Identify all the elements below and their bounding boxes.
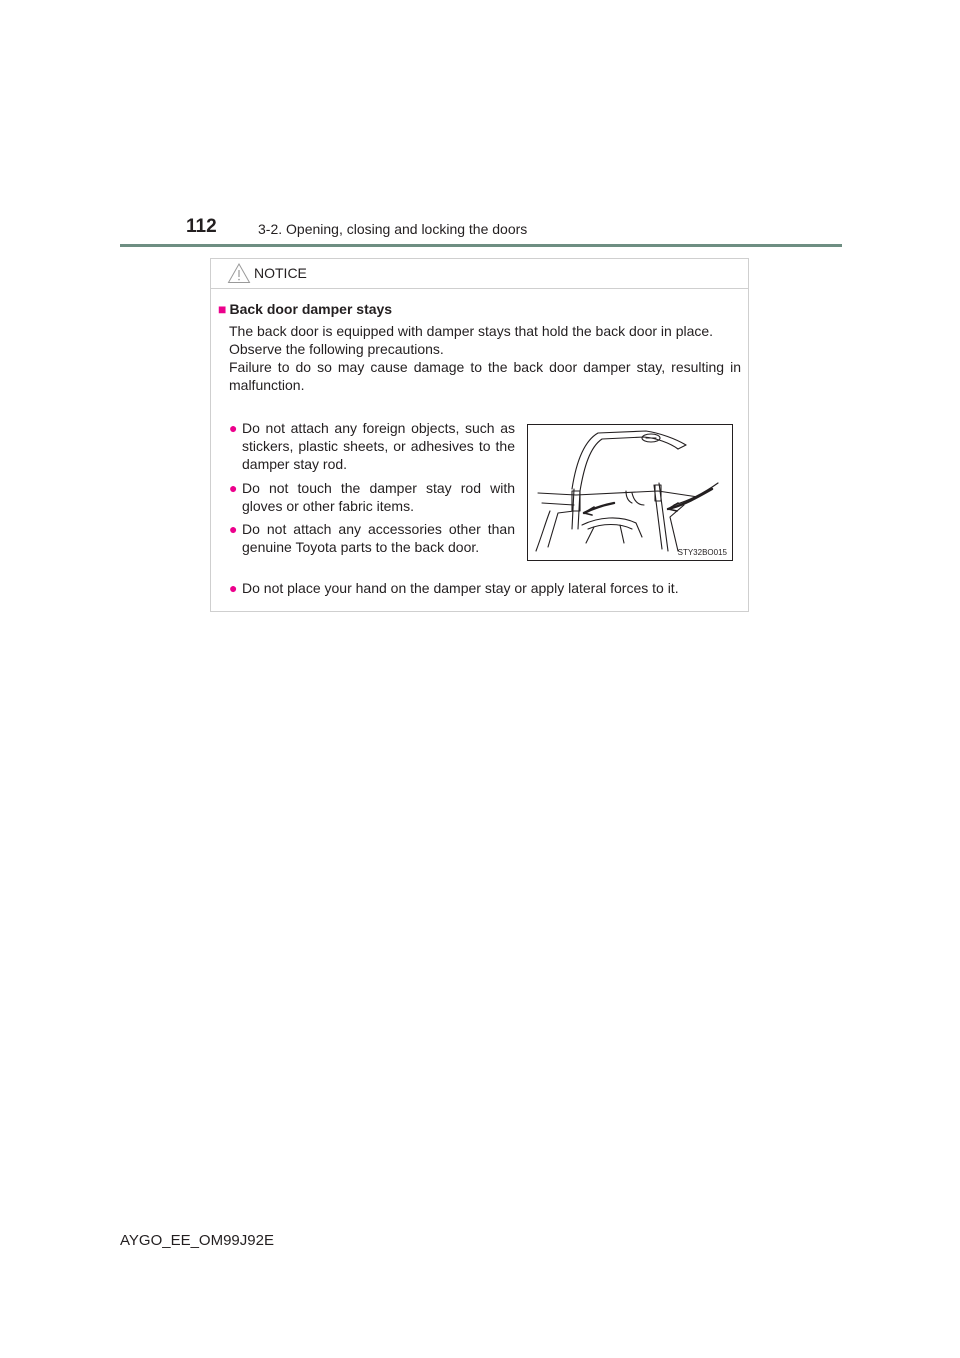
bullet-item (229, 579, 741, 597)
notice-header (211, 259, 748, 289)
bullet-item (229, 479, 515, 515)
section-title: 3-2. Opening, closing and locking the doors (258, 221, 528, 237)
footer-doc-code: AYGO_EE_OM99J92E (120, 1232, 274, 1249)
paragraph: Observe the following precautions. (229, 341, 444, 357)
sub-heading-text: Back door damper stays (229, 301, 393, 317)
car-back-door-drawing (528, 425, 733, 561)
circle-bullet-icon: ● (229, 480, 238, 496)
paragraph: The back door is equipped with damper stays that hold the back door in place. (229, 323, 714, 339)
bullet-text: Do not place your hand on the damper stay or apply lateral forces to it. (242, 580, 679, 596)
bullet-text: Do not attach any accessories other than genuine Toyota parts to the back door. (242, 521, 515, 555)
bullet-item (229, 520, 515, 556)
back-door-illustration (527, 424, 733, 561)
circle-bullet-icon: ● (229, 580, 238, 596)
header-rule (120, 244, 842, 247)
sub-heading (218, 301, 392, 317)
page-number: 112 (186, 216, 217, 237)
circle-bullet-icon: ● (229, 420, 238, 436)
figure-code: STY32BO015 (677, 548, 727, 557)
circle-bullet-icon: ● (229, 521, 238, 537)
notice-box (210, 258, 749, 612)
notice-paragraphs (229, 322, 741, 394)
square-bullet-icon: ■ (218, 301, 227, 317)
bullet-item (229, 419, 515, 473)
bullet-text: Do not attach any foreign objects, such as stickers, plastic sheets, or adhesives to the damper stay rod. (242, 420, 515, 472)
paragraph: Failure to do so may cause damage to the back door damper stay, resulting in malfunction. (229, 359, 741, 393)
bullet-text: Do not touch the damper stay rod with gloves or other fabric items. (242, 480, 515, 514)
notice-label: NOTICE (254, 265, 307, 281)
warning-icon (227, 262, 251, 284)
